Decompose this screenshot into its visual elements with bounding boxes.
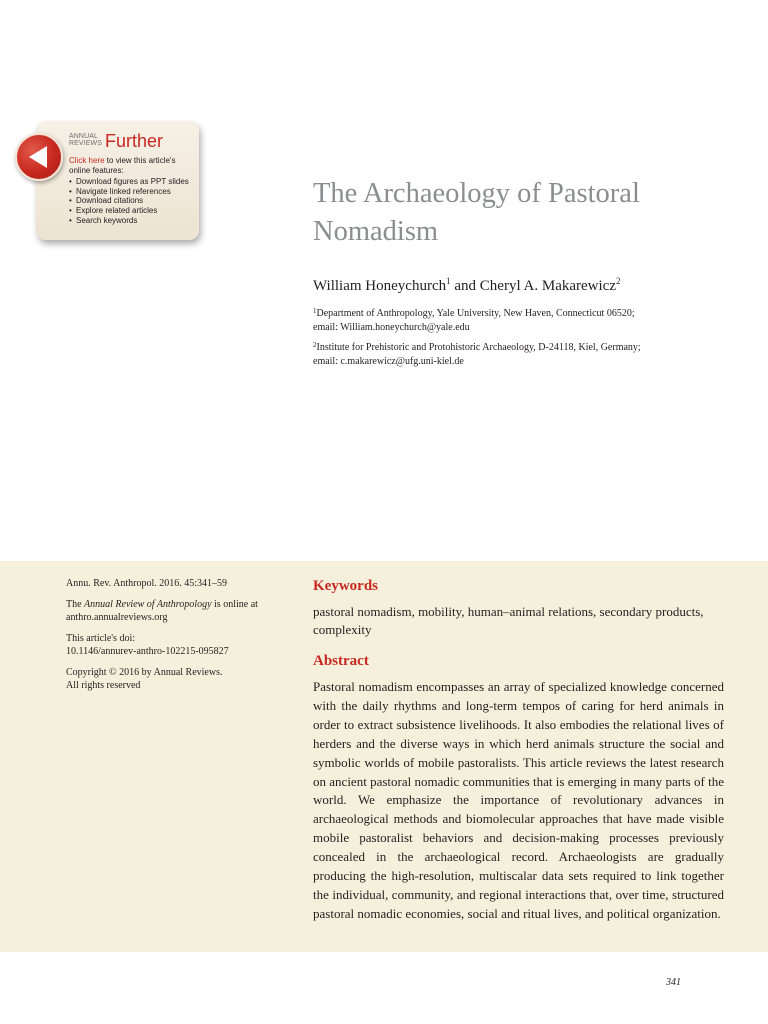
affiliation-1-address: Department of Anthropology, Yale University, New Haven, Connecticut 06520; xyxy=(316,308,635,319)
further-intro: to view this article's online features: xyxy=(69,156,176,175)
affiliation-2-mark: 2 xyxy=(313,341,317,349)
doi-label: This article's doi: xyxy=(66,632,136,644)
journal-url[interactable]: anthro.annualreviews.org xyxy=(66,612,168,623)
affiliation-1 xyxy=(313,307,703,335)
rights: All rights reserved xyxy=(66,680,141,691)
page-number: 341 xyxy=(666,977,681,988)
journal-pre: The xyxy=(66,598,85,610)
affiliation-2-email[interactable]: email: c.makarewicz@ufg.uni-kiel.de xyxy=(313,356,464,367)
feature-list xyxy=(69,177,194,225)
keywords-text: pastoral nomadism, mobility, human–animal relations, secondary products, complexity xyxy=(313,604,704,637)
author-1-affiliation-mark: 1 xyxy=(446,276,451,286)
doi-value[interactable]: 10.1146/annurev-anthro-102215-095827 xyxy=(66,646,229,657)
article-title: The Archaeology of Pastoral Nomadism xyxy=(313,178,640,247)
journal-info xyxy=(66,598,276,625)
doi-info xyxy=(66,632,276,659)
affiliation-1-mark: 1 xyxy=(313,307,317,315)
feature-item[interactable]: • Search keywords xyxy=(69,216,194,226)
author-line xyxy=(313,276,620,296)
copyright-info xyxy=(66,666,276,693)
further-heading: Further xyxy=(105,131,164,151)
annual-reviews-logo xyxy=(69,133,102,147)
affiliation-2 xyxy=(313,341,703,369)
brand-line-1: ANNUAL xyxy=(69,133,98,140)
back-arrow-button[interactable] xyxy=(15,133,63,181)
feature-item[interactable]: • Download figures as PPT slides xyxy=(69,177,194,187)
copyright: Copyright © 2016 by Annual Reviews. xyxy=(66,666,223,678)
brand-line-2: REVIEWS xyxy=(69,140,102,147)
feature-item[interactable]: • Navigate linked references xyxy=(69,187,194,197)
affiliation-2-address: Institute for Prehistoric and Protohistoric Archaeology, D-24118, Kiel, Germany; xyxy=(316,342,641,353)
citation: Annu. Rev. Anthropol. 2016. 45:341–59 xyxy=(66,578,228,589)
click-here-link[interactable]: Click here xyxy=(69,156,105,165)
keywords-heading: Keywords xyxy=(313,578,378,594)
affiliation-1-email[interactable]: email: William.honeychurch@yale.edu xyxy=(313,322,470,333)
feature-item[interactable]: • Download citations xyxy=(69,196,194,206)
journal-post: is online at xyxy=(211,598,258,610)
author-1: William Honeychurch xyxy=(313,278,447,294)
feature-item[interactable]: • Explore related articles xyxy=(69,206,194,216)
journal-name: Annual Review of Anthropology xyxy=(84,598,212,610)
abstract-heading: Abstract xyxy=(313,653,369,669)
back-arrow-icon xyxy=(17,135,61,179)
abstract-text: Pastoral nomadism encompasses an array of specialized knowledge concerned with the daily rhythms and long-term tempos of caring for herd animals in order to extract subsistence livelihoods. It also embodies the relational lives of herders and the diverse ways in which herd animals structure the social and symbolic worlds of mobile pastoralists. This article reviews the latest research on ancient pastoral nomadic communities that is emerging in many parts of the world. We emphasize the importance of revolutionary advances in archaeological methods and biomolecular approaches that have made visible mobile pastoralist behaviors and decision-making processes previously concealed in the archaeological record. Archaeologists are gradually producing the high-resolution, multiscalar data sets required to link together the individual, community, and regional interactions that, over time, structured pastoral nomadic economies, social and ritual lives, and political organization. xyxy=(313,679,724,921)
author-conjunction: and xyxy=(450,278,480,294)
further-description xyxy=(69,156,194,225)
author-2-affiliation-mark: 2 xyxy=(615,276,621,286)
citation-sidebar xyxy=(66,577,276,700)
author-2: Cheryl A. Makarewicz xyxy=(479,278,616,294)
